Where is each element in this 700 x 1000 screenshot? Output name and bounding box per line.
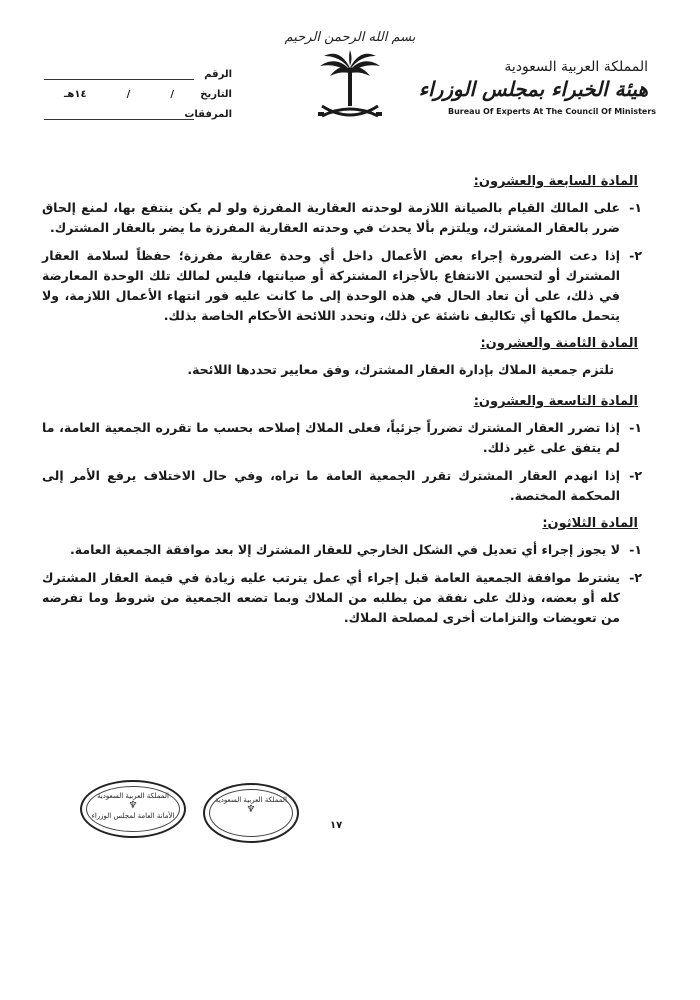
bureau-title-english: Bureau Of Experts At The Council Of Ministers: [448, 107, 657, 116]
stamp-text: المملكة العربية السعودية: [215, 796, 287, 804]
item-number: ٢-: [629, 468, 642, 483]
item-number: ١-: [629, 542, 642, 557]
reference-attachments-row: [44, 100, 232, 120]
item-text: يشترط موافقة الجمعية العامة قبل إجراء أي عمل يترتب عليه زيادة في قيمة العقار المشترك كله أو بعضه، وذلك على نفقة من يطلبه من الملاك وبما تضعه الجمعية من شروط وما تفرضه من تعويضات والتزامات أخرى لمصلحة الملاك.: [42, 570, 620, 625]
letterhead: [418, 58, 657, 118]
list-item: [42, 246, 642, 326]
document-body: [42, 172, 642, 636]
item-number: ٢-: [629, 248, 642, 263]
basmala: بسم الله الرحمن الرحيم: [284, 30, 416, 45]
stamp-text: الأمانة العامة لمجلس الوزراء: [91, 812, 175, 820]
date-value: [44, 89, 194, 100]
date-slash: /: [126, 89, 131, 100]
number-label: الرقم: [204, 69, 232, 80]
item-text: لا يجوز إجراء أي تعديل في الشكل الخارجي للعقار المشترك إلا بعد موافقة الجمعية العامة.: [70, 542, 620, 557]
item-text: إذا انهدم العقار المشترك تقرر الجمعية العامة ما تراه، وفي حال الاختلاف يرفع الأمر إلى المحكمة المختصة.: [42, 468, 620, 503]
item-number: ١-: [629, 420, 642, 435]
attachments-label: المرفقات: [184, 109, 232, 120]
list-item: [42, 466, 642, 506]
official-stamp: [80, 780, 186, 838]
reference-number-row: [44, 60, 232, 80]
item-text: إذا تضرر العقار المشترك تضرراً جزئياً، فعلى الملاك إصلاحه بحسب ما تقرره الجمعية العامة، ما لم يتفق على غير ذلك.: [42, 420, 620, 455]
reference-block: [44, 60, 232, 120]
bureau-title-arabic: هيئة الخبراء بمجلس الوزراء: [418, 77, 648, 101]
reference-date-row: [44, 80, 232, 100]
article-heading: المادة السابعة والعشرون:: [473, 174, 638, 189]
article-30: [42, 514, 642, 628]
page-number: ١٧: [330, 820, 343, 831]
list-item: [42, 418, 642, 458]
stamp-ring: [86, 786, 180, 832]
list-item: [42, 540, 642, 560]
list-item: [42, 198, 642, 238]
saudi-emblem-icon: [316, 50, 384, 130]
item-number: ١-: [629, 200, 642, 215]
date-suffix: ١٤هـ: [64, 89, 87, 100]
list-item: [42, 568, 642, 628]
palm-swords-icon: ♆: [128, 800, 138, 811]
article-27: [42, 172, 642, 326]
stamp-text: المملكة العربية السعودية: [97, 792, 169, 800]
article-heading: المادة الثلاثون:: [542, 516, 638, 531]
article-heading: المادة التاسعة والعشرون:: [473, 394, 638, 409]
number-line: [44, 67, 194, 80]
palm-swords-icon: ♆: [246, 804, 256, 815]
item-text: إذا دعت الضرورة إجراء بعض الأعمال داخل أي وحدة عقارية مفرزة؛ حفظاً لسلامة العقار المشترك أو لتحسين الانتفاع بالأجزاء المشتركة أو صيانتها، فليس لمالك تلك الوحدة المعارضة في ذلك، على أن تعاد الحال في هذه الوحدة إلى ما كانت عليه فور انتهاء الأعمال اللازمة، ولا يتحمل مالكها أي تكاليف ناشئة عن ذلك، وتحدد اللائحة الأحكام الخاصة بذلك.: [42, 248, 620, 323]
article-28: [42, 334, 642, 380]
item-number: ٢-: [629, 570, 642, 585]
official-stamp: [203, 783, 299, 843]
attachments-line: [44, 107, 194, 120]
date-slash: /: [170, 89, 174, 100]
date-label: التاريخ: [200, 89, 232, 100]
stamp-ring: [209, 789, 293, 837]
article-heading: المادة الثامنة والعشرون:: [480, 336, 638, 351]
article-29: [42, 392, 642, 506]
article-text: تلتزم جمعية الملاك بإدارة العقار المشترك، وفق معايير تحددها اللائحة.: [187, 362, 614, 377]
kingdom-title: المملكة العربية السعودية: [504, 59, 648, 75]
item-text: على المالك القيام بالصيانة اللازمة لوحدته العقارية المفرزة ولو لم يكن ينتفع بها، لمنع إلحاق ضرر بالعقار المشترك، ويلتزم بألا يحدث في وحدته العقارية المفرزة ما يضر بالعقار المشترك.: [42, 200, 620, 235]
